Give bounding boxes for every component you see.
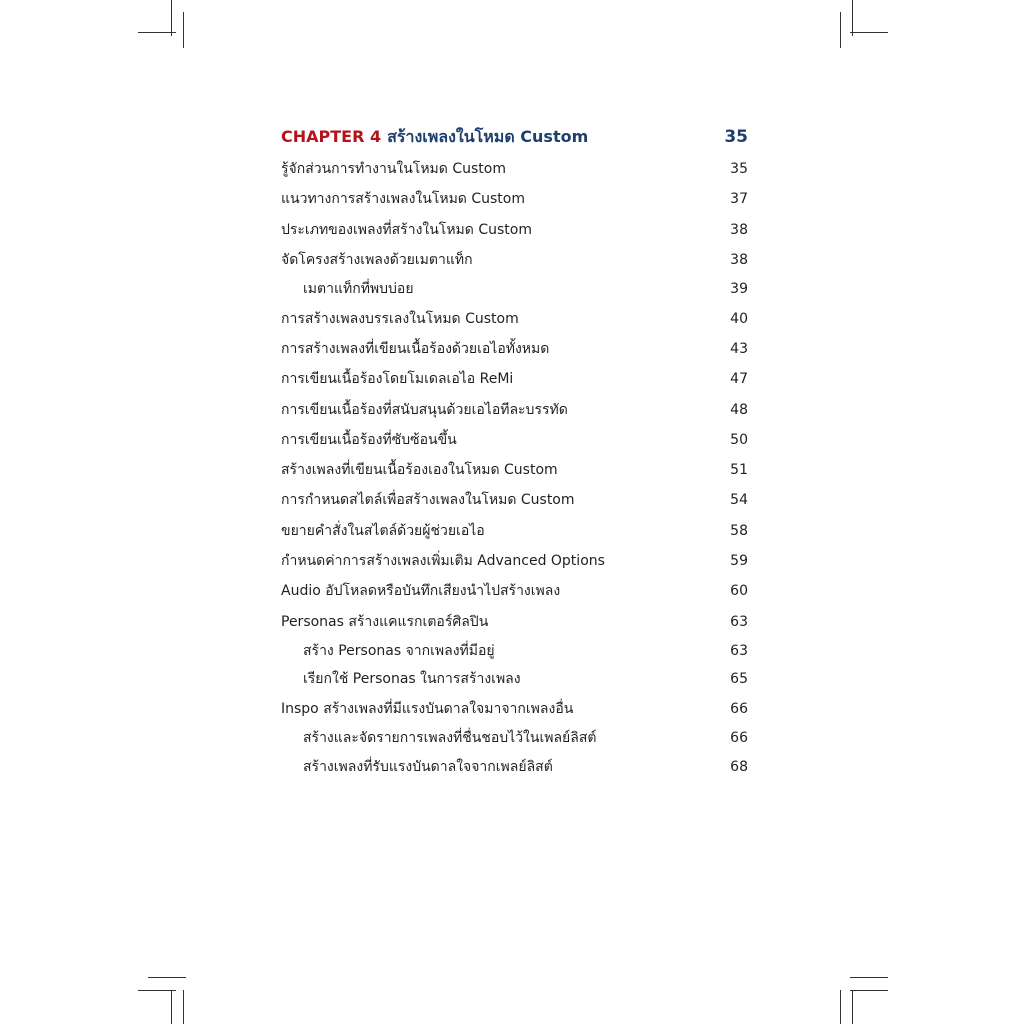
table-of-contents [281, 120, 748, 781]
toc-entry-page-number: 38 [730, 251, 748, 268]
toc-entry-title: Personas สร้างแคแรกเตอร์ศิลปิน [281, 613, 489, 630]
toc-entry-title: การสร้างเพลงบรรเลงในโหมด Custom [281, 310, 519, 327]
toc-entry [281, 364, 748, 394]
toc-entry-page-number: 60 [730, 583, 748, 600]
toc-entry-title: รู้จักส่วนการทำงานในโหมด Custom [281, 161, 506, 177]
crop-mark [852, 0, 853, 36]
toc-entry-title: กำหนดค่าการสร้างเพลงเพิ่มเติม Advanced Options [281, 553, 605, 570]
crop-mark [850, 990, 888, 991]
toc-entry [281, 607, 748, 637]
crop-mark [171, 0, 172, 36]
toc-entry-title: จัดโครงสร้างเพลงด้วยเมตาแท็ก [281, 251, 473, 268]
toc-entry-page-number: 66 [730, 700, 748, 717]
crop-mark [850, 977, 888, 978]
chapter-label: CHAPTER 4 [281, 127, 382, 146]
toc-entry [281, 304, 748, 334]
crop-mark [171, 990, 172, 1024]
toc-entry-page-number: 54 [730, 492, 748, 509]
toc-entry-title: สร้างและจัดรายการเพลงที่ชื่นชอบไว้ในเพลย์ลิสต์ [303, 730, 597, 747]
toc-entry-page-number: 50 [730, 431, 748, 448]
toc-entry [281, 576, 748, 606]
toc-entry [281, 753, 748, 782]
toc-entry-title: ขยายคำสั่งในสไตล์ด้วยผู้ช่วยเอไอ [281, 522, 485, 539]
toc-entry-page-number: 39 [730, 281, 748, 298]
toc-entry [281, 665, 748, 694]
toc-entry-title: เมตาแท็กที่พบบ่อย [303, 281, 414, 298]
toc-entry-title: การสร้างเพลงที่เขียนเนื้อร้องด้วยเอไอทั้งหมด [281, 340, 550, 357]
toc-entry-page-number: 63 [730, 642, 748, 659]
crop-mark [850, 32, 888, 33]
toc-entry-page-number: 37 [730, 191, 748, 208]
toc-entry [281, 516, 748, 546]
crop-mark [183, 990, 184, 1024]
toc-entry-page-number: 43 [730, 340, 748, 357]
toc-entry-title: เรียกใช้ Personas ในการสร้างเพลง [303, 671, 521, 688]
toc-entry-title: Audio อัปโหลดหรือบันทึกเสียงนำไปสร้างเพลง [281, 583, 561, 600]
toc-entry [281, 546, 748, 576]
toc-entry-page-number: 66 [730, 730, 748, 747]
crop-mark [840, 12, 841, 48]
toc-entry-title: สร้างเพลงที่เขียนเนื้อร้องเองในโหมด Custom [281, 462, 558, 479]
toc-entry-page-number: 47 [730, 371, 748, 388]
toc-entry-page-number: 65 [730, 671, 748, 688]
toc-entry-title: การกำหนดสไตล์เพื่อสร้างเพลงในโหมด Custom [281, 492, 575, 509]
toc-entry-page-number: 35 [730, 161, 748, 177]
toc-entry-page-number: 40 [730, 310, 748, 327]
toc-entry [281, 637, 748, 666]
toc-entry-page-number: 68 [730, 758, 748, 775]
toc-entry [281, 485, 748, 515]
toc-entry [281, 215, 748, 245]
crop-mark [840, 990, 841, 1024]
toc-entry [281, 184, 748, 214]
toc-entry-title: ประเภทของเพลงที่สร้างในโหมด Custom [281, 221, 532, 238]
toc-entry-page-number: 63 [730, 613, 748, 630]
toc-entry-title: สร้างเพลงที่รับแรงบันดาลใจจากเพลย์ลิสต์ [303, 758, 553, 775]
toc-entries [281, 154, 748, 781]
toc-entry-title: แนวทางการสร้างเพลงในโหมด Custom [281, 191, 525, 208]
chapter-title: สร้างเพลงในโหมด Custom [387, 127, 589, 146]
toc-entry [281, 455, 748, 485]
toc-entry-title: Inspo สร้างเพลงที่มีแรงบันดาลใจมาจากเพลงอื่น [281, 700, 574, 717]
crop-mark [183, 12, 184, 48]
toc-entry [281, 275, 748, 304]
toc-entry [281, 395, 748, 425]
toc-entry-title: การเขียนเนื้อร้องโดยโมเดลเอไอ ReMi [281, 371, 514, 388]
crop-mark [852, 990, 853, 1024]
toc-entry-title: การเขียนเนื้อร้องที่สนับสนุนด้วยเอไอทีละบรรทัด [281, 401, 568, 418]
toc-entry-page-number: 38 [730, 221, 748, 238]
toc-entry [281, 334, 748, 364]
toc-entry-page-number: 48 [730, 401, 748, 418]
toc-entry-title: สร้าง Personas จากเพลงที่มีอยู่ [303, 642, 495, 659]
chapter-heading [281, 120, 748, 154]
toc-entry [281, 425, 748, 455]
toc-entry [281, 724, 748, 753]
toc-entry [281, 694, 748, 724]
chapter-page-number: 35 [724, 127, 748, 147]
toc-entry-page-number: 59 [730, 553, 748, 570]
crop-mark [148, 977, 186, 978]
toc-entry [281, 154, 748, 184]
toc-entry-title: การเขียนเนื้อร้องที่ซับซ้อนขึ้น [281, 431, 457, 448]
toc-entry [281, 245, 748, 275]
toc-entry-page-number: 51 [730, 462, 748, 479]
toc-entry-page-number: 58 [730, 522, 748, 539]
